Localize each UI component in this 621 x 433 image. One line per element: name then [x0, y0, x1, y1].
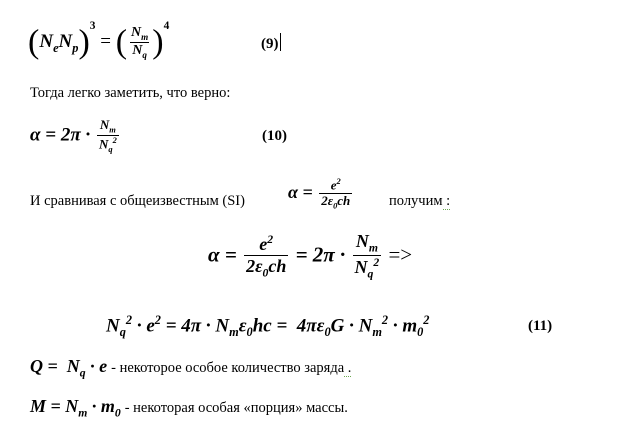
equation-10: α = 2π · $\frac{N_m}{N_q^2}$ — [30, 117, 117, 154]
intro-text: Тогда легко заметить, что верно: — [30, 85, 231, 101]
equation-11: $N_q^2 \cdot e^2 = 4\pi \cdot N_m\varepsilon_0hc = 4\pi\varepsilon_0G \cdot N_m^2 \cdot m_0^2$ — [106, 313, 430, 340]
compare-text: И сравнивая с общеизвестным (SI) — [30, 193, 245, 209]
equation-11-number: (11) — [528, 318, 553, 334]
equation-10-number: (10) — [262, 128, 287, 144]
result-text: получим : — [389, 193, 451, 209]
alpha-si-formula: α = $\frac{e^2}{2\varepsilon_0ch}$ — [288, 176, 351, 211]
text-cursor — [280, 33, 282, 51]
equation-alpha-comparison: α = $\frac{e^2}{2\varepsilon_0ch}$ = 2π · $\frac{N_m}{N_q^2}$ => — [208, 231, 413, 282]
m-definition: $M = N_m \cdot m_0$ - некоторая особая «порция» массы. — [30, 396, 348, 420]
equation-9: $(N_eN_p)^3$ = ( $\frac{N_m}{N_q}$ )$^4$ — [28, 20, 170, 61]
equation-9-number: (9) — [261, 33, 281, 53]
q-definition: $Q = N_q \cdot e$ - некоторое особое количество заряда . — [30, 356, 352, 380]
